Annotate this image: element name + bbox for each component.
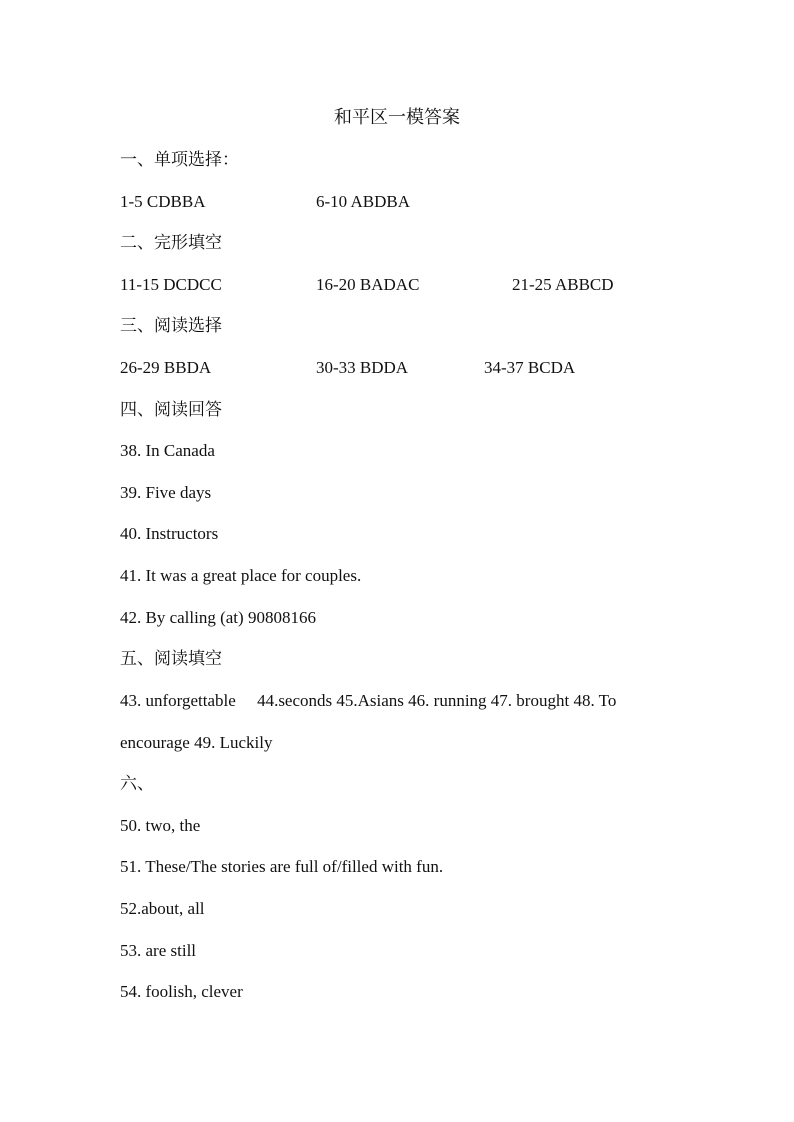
section-1-heading: 一、单项选择：	[120, 150, 239, 169]
answer-group-30-33: 30-33 BDDA	[316, 358, 409, 377]
answer-52: 52.about, all	[120, 899, 205, 918]
section-5-heading: 五、阅读填空	[120, 649, 222, 668]
answer-group-16-20: 16-20 BADAC	[316, 275, 420, 294]
answer-50: 50. two, the	[120, 816, 201, 835]
answer-group-26-29: 26-29 BBDA	[120, 358, 212, 377]
answer-group-34-37: 34-37 BCDA	[484, 358, 576, 377]
answer-53: 53. are still	[120, 941, 197, 960]
answer-group-6-10: 6-10 ABDBA	[316, 192, 410, 211]
answer-40: 40. Instructors	[120, 524, 219, 543]
answers-43-48: 43. unforgettable 44.seconds 45.Asians 46. running 47. brought 48. To	[120, 691, 617, 710]
answer-41: 41. It was a great place for couples.	[120, 566, 362, 585]
section-4-heading: 四、阅读回答	[120, 400, 222, 419]
section-6-heading: 六、	[120, 774, 154, 793]
page-title: 和平区一模答案	[334, 107, 460, 127]
answer-54: 54. foolish, clever	[120, 982, 243, 1001]
section-2-heading: 二、完形填空	[120, 233, 222, 252]
answers-48-49-continued: encourage 49. Luckily	[120, 733, 273, 752]
answer-51: 51. These/The stories are full of/filled with fun.	[120, 857, 444, 876]
answer-39: 39. Five days	[120, 483, 212, 502]
answer-42: 42. By calling (at) 90808166	[120, 608, 316, 627]
answer-group-11-15: 11-15 DCDCC	[120, 275, 222, 294]
answer-group-21-25: 21-25 ABBCD	[512, 275, 614, 294]
section-3-heading: 三、阅读选择	[120, 316, 222, 335]
answer-38: 38. In Canada	[120, 441, 215, 460]
answer-group-1-5: 1-5 CDBBA	[120, 192, 206, 211]
